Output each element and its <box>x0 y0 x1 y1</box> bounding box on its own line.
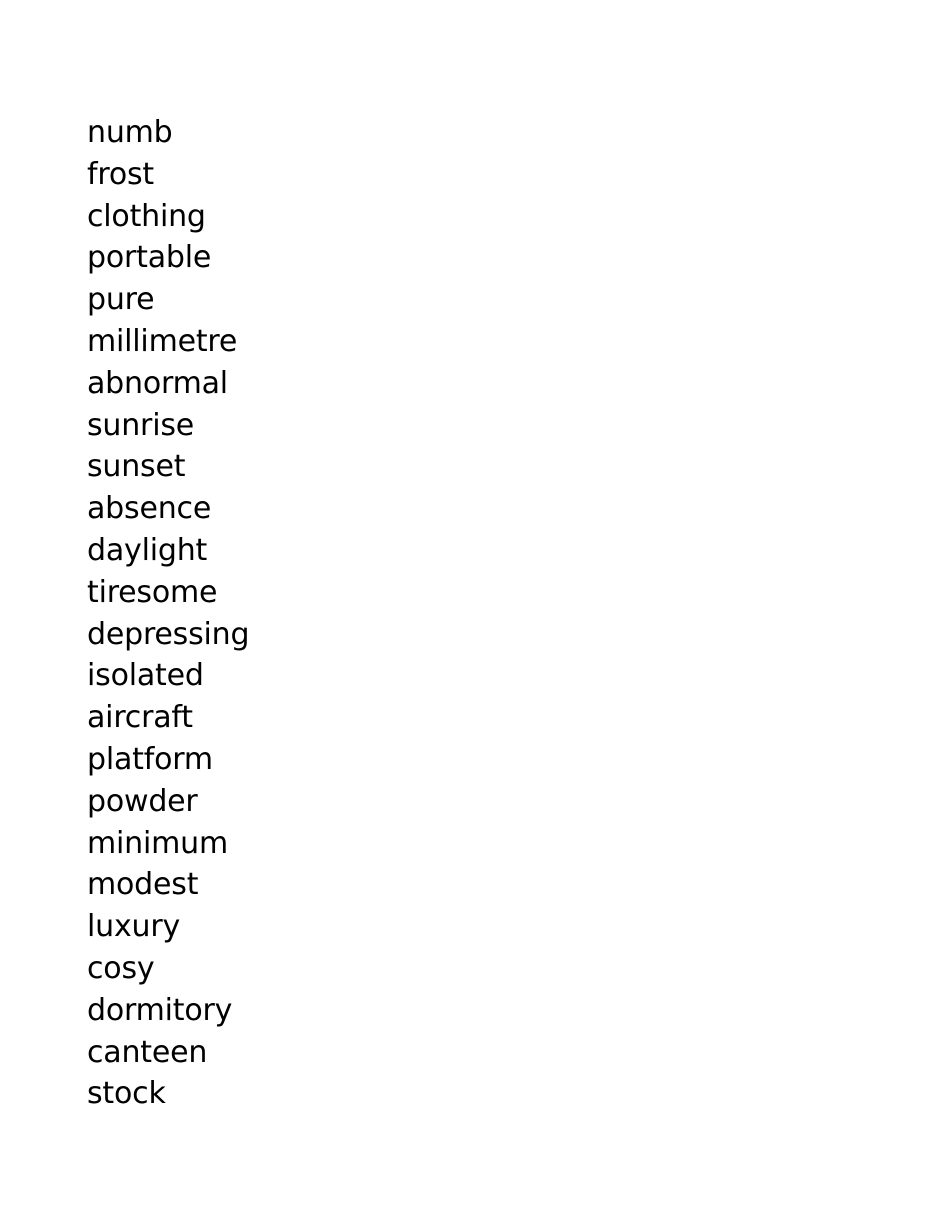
list-item: tiresome <box>87 574 218 610</box>
list-item: numb <box>87 115 173 150</box>
list-item: cosy <box>87 950 155 986</box>
list-item: absence <box>87 491 212 527</box>
list-item: abnormal <box>87 365 228 401</box>
list-item: stock <box>87 1076 166 1112</box>
list-item: portable <box>87 240 212 276</box>
word-list <box>87 112 249 1115</box>
list-item: pure <box>87 282 155 318</box>
list-item: clothing <box>87 198 206 234</box>
list-item: dormitory <box>87 992 233 1028</box>
list-item: millimetre <box>87 323 238 359</box>
list-item: isolated <box>87 658 204 694</box>
list-item: sunset <box>87 449 186 485</box>
list-item: frost <box>87 156 154 192</box>
list-item: sunrise <box>87 407 195 443</box>
list-item: aircraft <box>87 700 193 736</box>
list-item: platform <box>87 741 213 777</box>
list-item: minimum <box>87 825 228 861</box>
list-item: daylight <box>87 532 208 568</box>
list-item: modest <box>87 867 199 903</box>
list-item: depressing <box>87 616 250 652</box>
list-item: luxury <box>87 909 181 945</box>
list-item: powder <box>87 783 198 819</box>
list-item: canteen <box>87 1034 208 1070</box>
